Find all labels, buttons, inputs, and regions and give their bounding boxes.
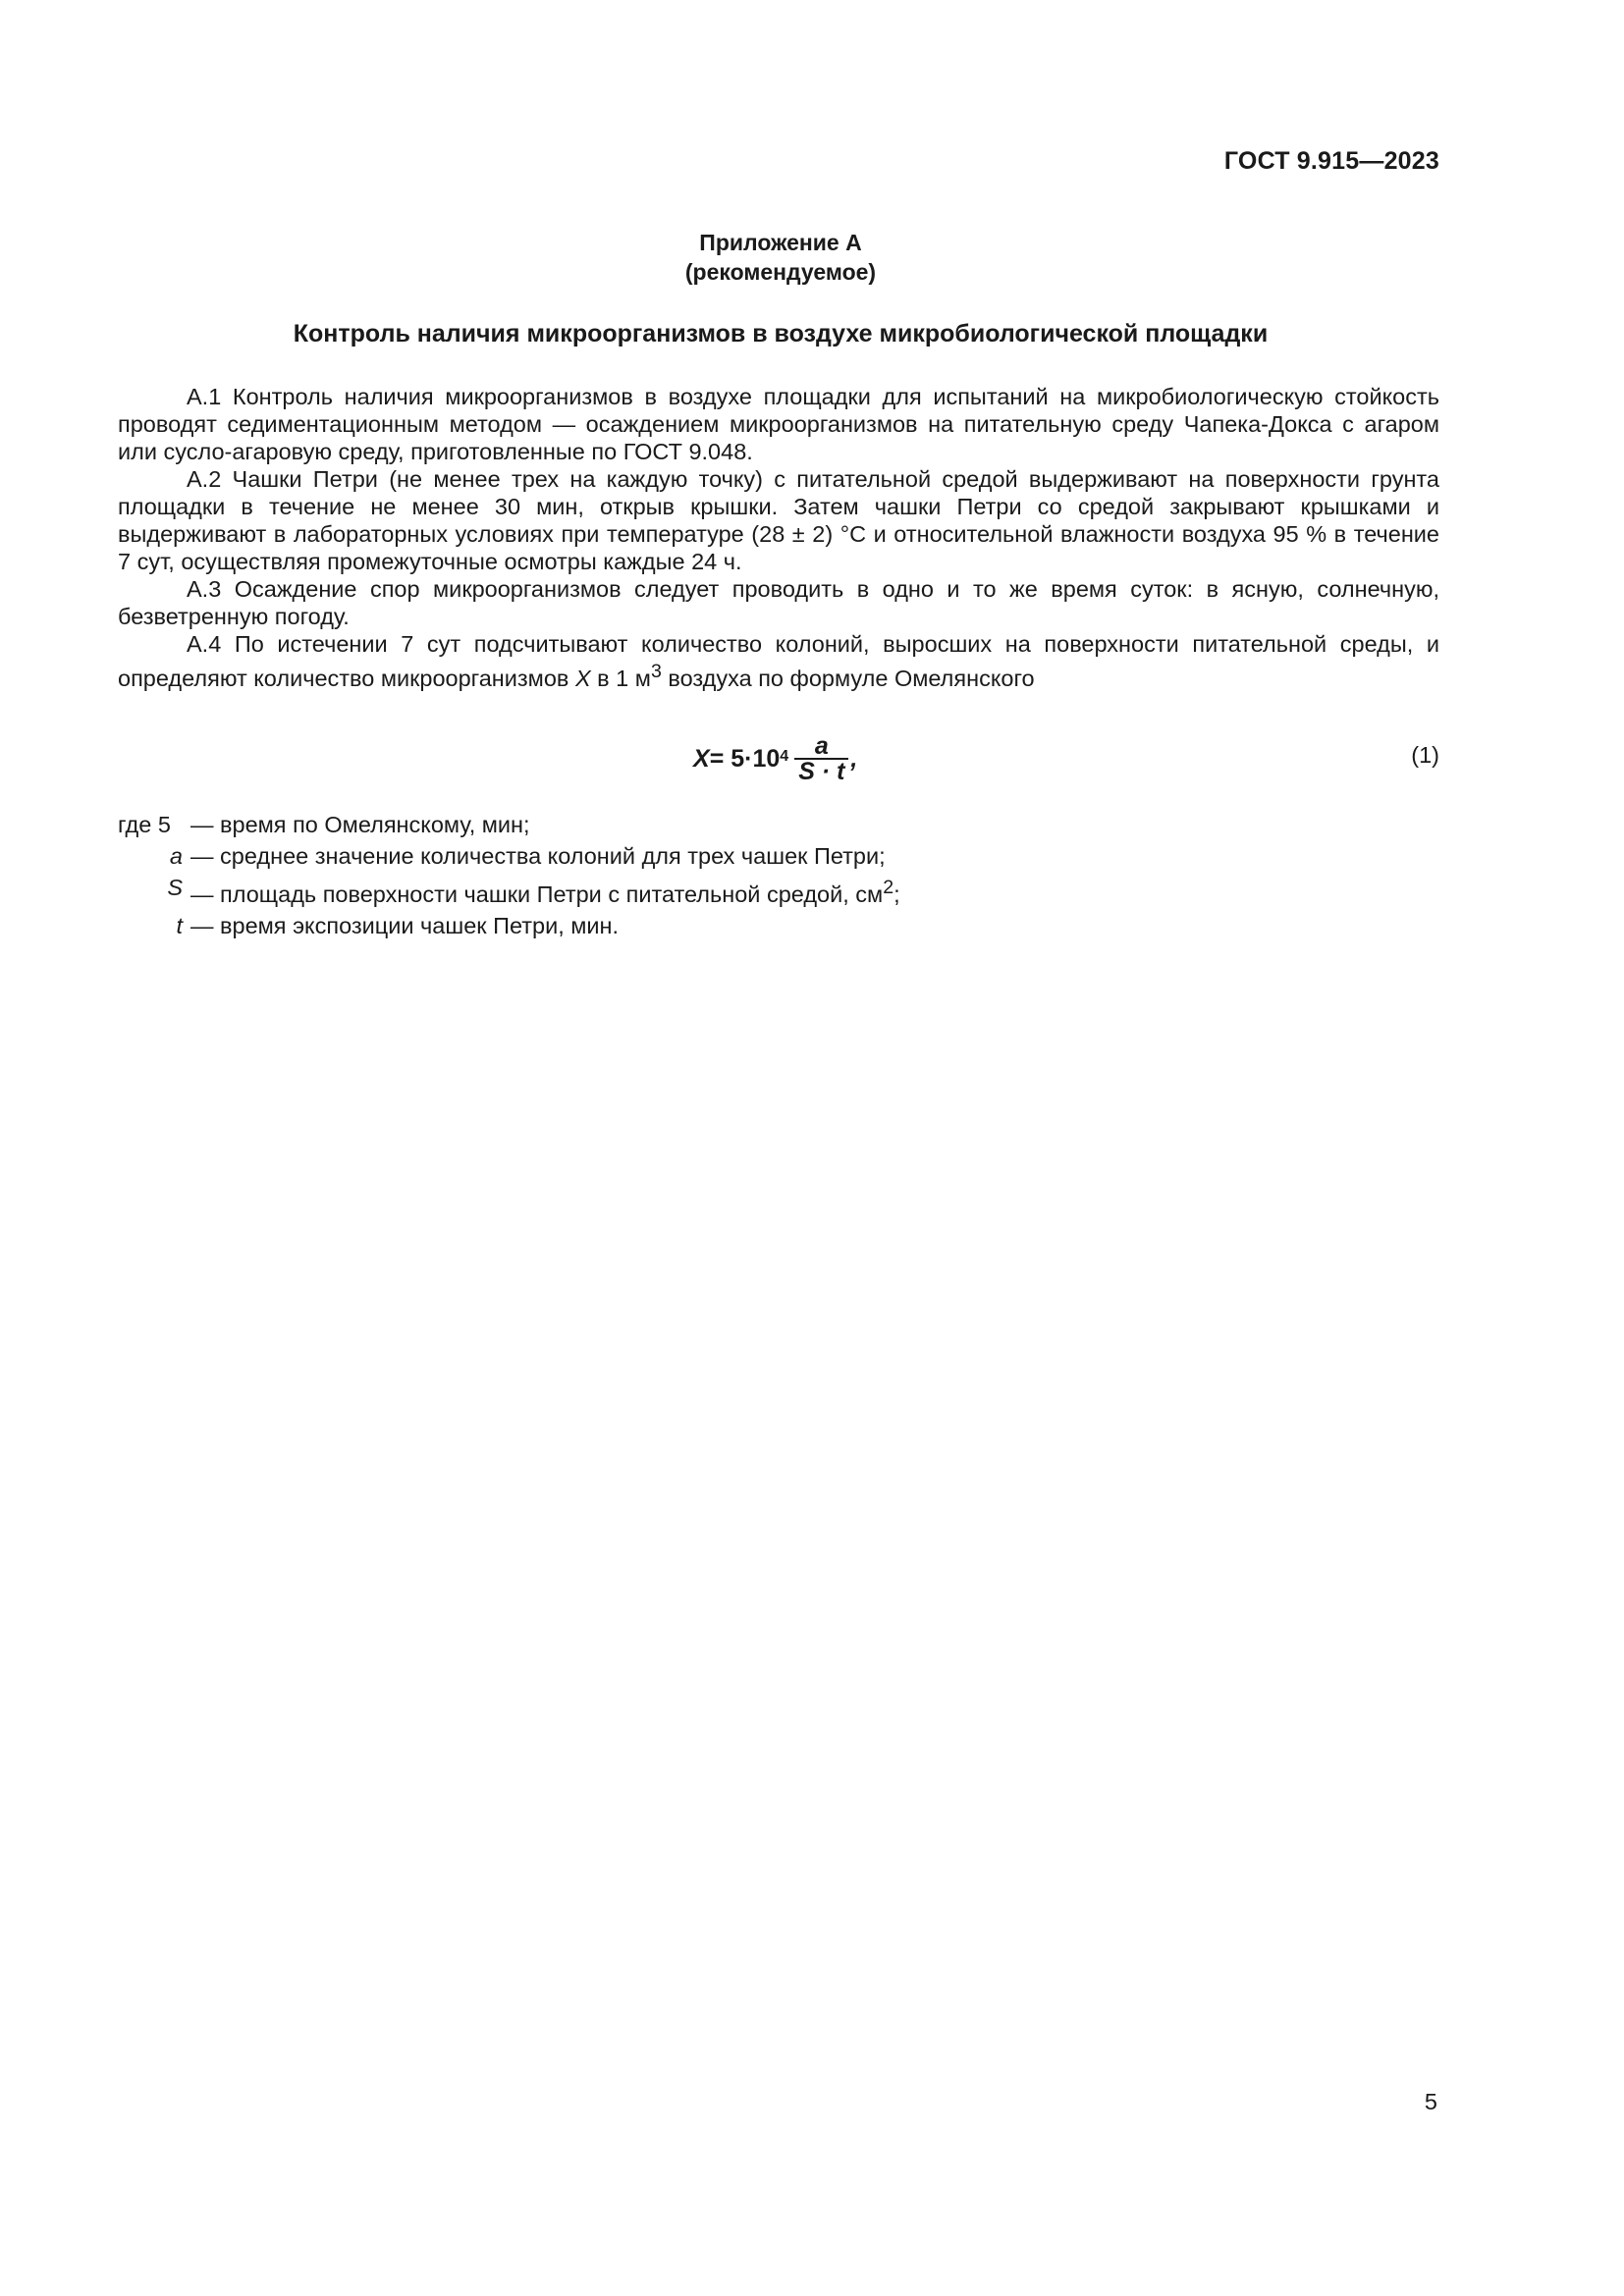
formula-number: (1) — [1411, 742, 1439, 768]
legend-description: — время по Омелянскому, мин; — [190, 812, 530, 837]
paragraph-a1: А.1 Контроль наличия микроорганизмов в воздухе площадки для испытаний на микробиологическую стойкость проводят седиментационным методом — осаждением микроорганизмов на питательную среду Чапека-Докса с агаром или сусло-агаровую среду, приготовленные по ГОСТ 9.048. — [118, 384, 1439, 464]
legend-symbol: t — [176, 912, 183, 938]
legend-row — [118, 910, 1439, 941]
variable-x: X — [574, 665, 591, 691]
appendix-status: (рекомендуемое) — [684, 259, 877, 285]
formula-tail: , — [850, 744, 858, 773]
paragraph-a4: А.4 По истечении 7 сут подсчитывают количество колоний, выросших на поверхности питательной среды, и определяют количество микроорганизмов X в 1 $м^3$ воздуха по формуле Омелянского — [118, 631, 1439, 691]
page-number: 5 — [1424, 2089, 1437, 2114]
appendix-title: Контроль наличия микроорганизмов в воздухе микробиологической площадки — [293, 320, 1269, 347]
formula-denominator: S · t — [794, 758, 848, 783]
formula-row — [118, 734, 1439, 789]
legend-symbol: где 5 — [118, 812, 171, 837]
body-text — [118, 383, 1439, 692]
superscript: 3 — [650, 661, 662, 682]
formula-coefficient: = 5·10 — [709, 744, 781, 773]
legend-row — [118, 872, 1439, 910]
formula-lhs: X — [693, 744, 710, 773]
legend-description: — время экспозиции чашек Петри, мин. — [190, 912, 620, 938]
legend-row — [118, 840, 1439, 872]
legend-description: — среднее значение количества колоний для трех чашек Петри; — [190, 843, 886, 869]
appendix-label: Приложение А — [699, 230, 862, 255]
document-id: ГОСТ 9.915—2023 — [1223, 147, 1439, 175]
legend-row — [118, 809, 1439, 840]
formula-numerator: a — [814, 732, 829, 760]
legend-symbol: S — [167, 875, 183, 900]
superscript: 2 — [883, 877, 894, 898]
paragraph-a2: А.2 Чашки Петри (не менее трех на каждую точку) с питательной средой выдерживают на поверхности грунта площадки в течение не менее 30 мин, открыв крышки. Затем чашки Петри со средой закрывают крышками и выдерживают в лабораторных условиях при температуре (28 ± 2) °С и относительной влажности воздуха 95 % в течение 7 сут, осуществляя промежуточные осмотры каждые 24 ч. — [118, 466, 1439, 574]
legend-description: — площадь поверхности чашки Петри с питательной средой, $см^2$; — [190, 877, 900, 907]
legend-symbol: a — [169, 843, 183, 869]
formula — [693, 734, 857, 783]
formula-fraction — [794, 734, 848, 783]
appendix-heading — [0, 228, 1561, 287]
paragraph-a3: А.3 Осаждение спор микроорганизмов следует проводить в одно и то же время суток: в ясную, солнечную, безветренную погоду. — [118, 576, 1439, 629]
formula-exponent: 4 — [780, 748, 789, 765]
variable-legend — [118, 809, 1439, 941]
